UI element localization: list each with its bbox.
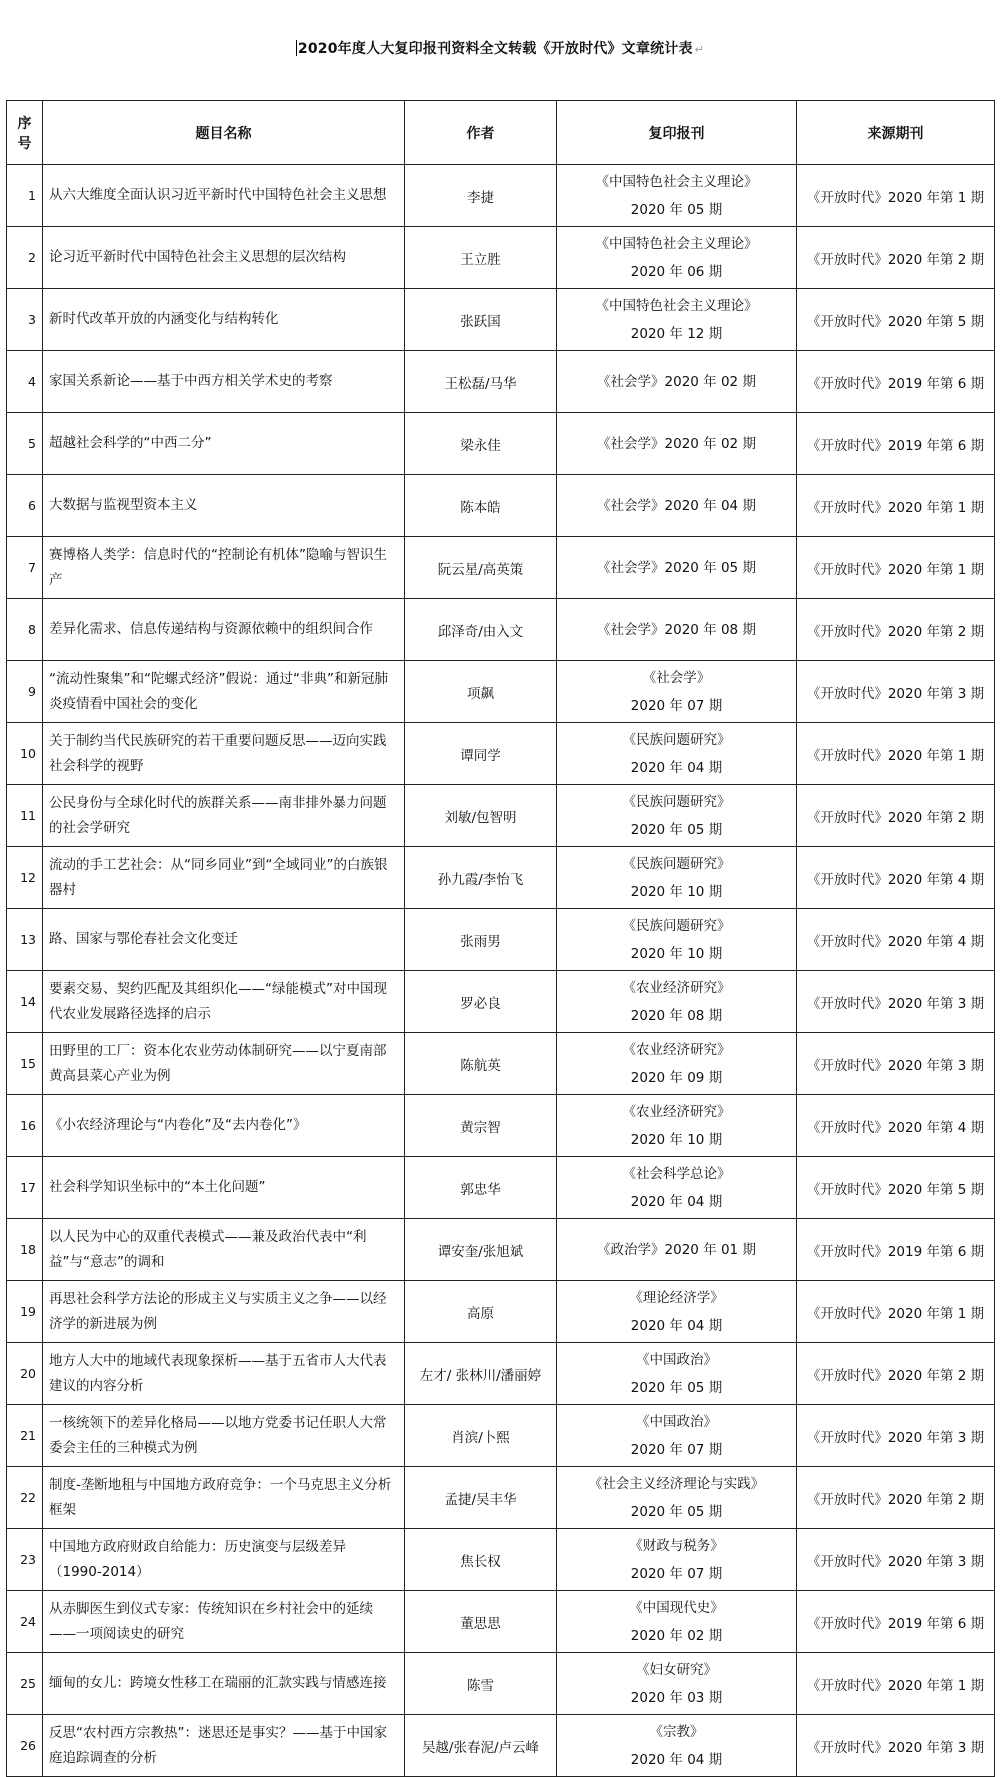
cell-source: 《开放时代》2020 年第 1 期 [797,475,995,537]
cell-author: 吴越/张春泥/卢云峰 [405,1715,557,1777]
cell-source: 《开放时代》2020 年第 1 期 [797,537,995,599]
cell-no: 11 [7,785,43,847]
reprint-line: 《社会主义经济理论与实践》 [588,1475,765,1492]
cell-reprint [557,1281,797,1343]
table-row [7,1715,995,1777]
header-reprint: 复印报刊 [557,101,797,165]
cell-title: 赛博格人类学：信息时代的“控制论有机体”隐喻与智识生产 [43,537,405,599]
cell-source: 《开放时代》2020 年第 2 期 [797,785,995,847]
reprint-line: 《社会学》2020 年 08 期 [597,621,756,638]
reprint-line: 2020 年 05 期 [630,201,723,218]
cell-no: 18 [7,1219,43,1281]
table-row [7,723,995,785]
table-row [7,537,995,599]
cell-source: 《开放时代》2020 年第 1 期 [797,1281,995,1343]
cell-reprint [557,165,797,227]
reprint-line: 2020 年 07 期 [630,1565,723,1582]
reprint-line: 《社会学》2020 年 04 期 [597,497,756,514]
cell-title: 反思“农村西方宗教热”：迷思还是事实？——基于中国家庭追踪调查的分析 [43,1715,405,1777]
cell-source: 《开放时代》2020 年第 3 期 [797,1715,995,1777]
cell-title: 路、国家与鄂伦春社会文化变迁 [43,909,405,971]
cell-title: 以人民为中心的双重代表模式——兼及政治代表中“利益”与“意志”的调和 [43,1219,405,1281]
table-row [7,1157,995,1219]
cell-source: 《开放时代》2020 年第 2 期 [797,1467,995,1529]
document-title-text: 2020年度人大复印报刊资料全文转载《开放时代》文章统计表 [297,41,693,57]
reprint-line: 《理论经济学》 [629,1289,724,1306]
reprint-line: 2020 年 04 期 [630,759,723,776]
cell-reprint [557,1095,797,1157]
cell-no: 6 [7,475,43,537]
table-row [7,971,995,1033]
cell-no: 16 [7,1095,43,1157]
cell-reprint [557,289,797,351]
cell-author: 罗必良 [405,971,557,1033]
reprint-line: 2020 年 07 期 [630,697,723,714]
cell-reprint [557,1529,797,1591]
header-row [7,101,995,165]
cell-reprint [557,661,797,723]
cell-source: 《开放时代》2020 年第 3 期 [797,1033,995,1095]
cell-no: 14 [7,971,43,1033]
reprint-line: 2020 年 10 期 [630,883,723,900]
reprint-line: 《社会学》2020 年 05 期 [597,559,756,576]
reprint-line: 《中国现代史》 [629,1599,724,1616]
reprint-line: 2020 年 09 期 [630,1069,723,1086]
cell-author: 梁永佳 [405,413,557,475]
cell-reprint [557,1591,797,1653]
reprint-line: 《宗教》 [649,1723,704,1740]
cell-source: 《开放时代》2019 年第 6 期 [797,413,995,475]
cell-reprint [557,227,797,289]
reprint-line: 2020 年 10 期 [630,1131,723,1148]
cell-author: 王松磊/马华 [405,351,557,413]
table-header [7,101,995,165]
cell-author: 陈本皓 [405,475,557,537]
cell-no: 20 [7,1343,43,1405]
cell-source: 《开放时代》2020 年第 4 期 [797,909,995,971]
cell-no: 21 [7,1405,43,1467]
reprint-line: 2020 年 08 期 [630,1007,723,1024]
cell-no: 9 [7,661,43,723]
cell-author: 张跃国 [405,289,557,351]
cell-no: 3 [7,289,43,351]
cell-source: 《开放时代》2020 年第 4 期 [797,847,995,909]
cell-reprint [557,1033,797,1095]
reprint-line: 2020 年 05 期 [630,1379,723,1396]
cell-source: 《开放时代》2020 年第 3 期 [797,661,995,723]
cell-no: 19 [7,1281,43,1343]
table-row [7,1281,995,1343]
cell-author: 高原 [405,1281,557,1343]
cell-no: 12 [7,847,43,909]
cell-title: 一核统领下的差异化格局——以地方党委书记任职人大常委会主任的三种模式为例 [43,1405,405,1467]
table-row [7,1405,995,1467]
cell-source: 《开放时代》2020 年第 2 期 [797,599,995,661]
cell-reprint [557,723,797,785]
header-author: 作者 [405,101,557,165]
cell-title: 田野里的工厂：资本化农业劳动体制研究——以宁夏南部黄高县菜心产业为例 [43,1033,405,1095]
table-row [7,599,995,661]
cell-title: 要素交易、契约匹配及其组织化——“绿能模式”对中国现代农业发展路径选择的启示 [43,971,405,1033]
reprint-line: 2020 年 10 期 [630,945,723,962]
cell-source: 《开放时代》2020 年第 5 期 [797,289,995,351]
reprint-line: 2020 年 07 期 [630,1441,723,1458]
cell-reprint [557,1405,797,1467]
reprint-line: 《社会科学总论》 [622,1165,731,1182]
table-row [7,1591,995,1653]
paragraph-mark-icon: ↵ [694,43,705,56]
reprint-line: 《民族问题研究》 [622,917,731,934]
header-source: 来源期刊 [797,101,995,165]
cell-title: 制度-垄断地租与中国地方政府竞争：一个马克思主义分析框架 [43,1467,405,1529]
table-row [7,351,995,413]
cell-reprint [557,1653,797,1715]
cell-title: 缅甸的女儿：跨境女性移工在瑞丽的汇款实践与情感连接 [43,1653,405,1715]
reprint-line: 《民族问题研究》 [622,793,731,810]
cell-title: 超越社会科学的“中西二分” [43,413,405,475]
reprint-line: 《妇女研究》 [636,1661,717,1678]
cell-title: 差异化需求、信息传递结构与资源依赖中的组织间合作 [43,599,405,661]
reprint-line: 《中国政治》 [636,1351,717,1368]
cell-source: 《开放时代》2020 年第 4 期 [797,1095,995,1157]
table-row [7,1033,995,1095]
reprint-line: 《社会学》2020 年 02 期 [597,435,756,452]
reprint-line: 《社会学》2020 年 02 期 [597,373,756,390]
reprint-line: 《农业经济研究》 [622,979,731,996]
cell-no: 23 [7,1529,43,1591]
cell-reprint [557,475,797,537]
header-title: 题目名称 [43,101,405,165]
cell-no: 7 [7,537,43,599]
reprint-line: 《农业经济研究》 [622,1041,731,1058]
table-row [7,847,995,909]
cell-no: 8 [7,599,43,661]
cell-title: 新时代改革开放的内涵变化与结构转化 [43,289,405,351]
cell-title: 论习近平新时代中国特色社会主义思想的层次结构 [43,227,405,289]
table-row [7,661,995,723]
reprint-line: 《民族问题研究》 [622,731,731,748]
cell-no: 10 [7,723,43,785]
cell-reprint [557,351,797,413]
cell-author: 焦长权 [405,1529,557,1591]
table-row [7,1219,995,1281]
reprint-line: 2020 年 05 期 [630,1503,723,1520]
reprint-line: 2020 年 02 期 [630,1627,723,1644]
cell-title: 中国地方政府财政自给能力：历史演变与层级差异（1990-2014） [43,1529,405,1591]
cell-source: 《开放时代》2020 年第 1 期 [797,1653,995,1715]
cell-source: 《开放时代》2020 年第 2 期 [797,1343,995,1405]
reprint-line: 2020 年 06 期 [630,263,723,280]
cell-author: 邱泽奇/由入文 [405,599,557,661]
cell-author: 谭同学 [405,723,557,785]
cell-author: 陈航英 [405,1033,557,1095]
cell-no: 17 [7,1157,43,1219]
cell-no: 15 [7,1033,43,1095]
table-body [7,165,995,1777]
table-row [7,413,995,475]
reprint-line: 2020 年 04 期 [630,1193,723,1210]
table-row [7,1529,995,1591]
cell-no: 2 [7,227,43,289]
table-row [7,785,995,847]
cell-author: 郭忠华 [405,1157,557,1219]
cell-author: 陈雪 [405,1653,557,1715]
table-row [7,909,995,971]
cell-reprint [557,1157,797,1219]
cell-author: 阮云星/高英策 [405,537,557,599]
table-row [7,475,995,537]
cell-title: 公民身份与全球化时代的族群关系——南非排外暴力问题的社会学研究 [43,785,405,847]
cell-reprint [557,971,797,1033]
cell-no: 22 [7,1467,43,1529]
cell-title: 从赤脚医生到仪式专家：传统知识在乡村社会中的延续——一项阅读史的研究 [43,1591,405,1653]
cell-title: 从六大维度全面认识习近平新时代中国特色社会主义思想 [43,165,405,227]
cell-source: 《开放时代》2020 年第 1 期 [797,165,995,227]
cell-reprint [557,909,797,971]
reprint-line: 《中国特色社会主义理论》 [595,297,758,314]
reprint-line: 《政治学》2020 年 01 期 [597,1241,756,1258]
cell-author: 董思思 [405,1591,557,1653]
cell-title: 流动的手工艺社会：从“同乡同业”到“全域同业”的白族银器村 [43,847,405,909]
cell-author: 肖滨/卜熙 [405,1405,557,1467]
cell-author: 李捷 [405,165,557,227]
cell-author: 刘敏/包智明 [405,785,557,847]
cell-no: 26 [7,1715,43,1777]
cell-reprint [557,1715,797,1777]
reprint-line: 2020 年 04 期 [630,1751,723,1768]
cell-author: 孙九霞/李怡飞 [405,847,557,909]
cell-source: 《开放时代》2020 年第 5 期 [797,1157,995,1219]
cell-source: 《开放时代》2020 年第 2 期 [797,227,995,289]
table-row [7,289,995,351]
cell-title: 家国关系新论——基于中西方相关学术史的考察 [43,351,405,413]
cell-title: 《小农经济理论与“内卷化”及“去内卷化”》 [43,1095,405,1157]
cell-author: 黄宗智 [405,1095,557,1157]
reprint-line: 2020 年 05 期 [630,821,723,838]
reprint-line: 2020 年 03 期 [630,1689,723,1706]
cell-reprint [557,599,797,661]
cell-source: 《开放时代》2019 年第 6 期 [797,1219,995,1281]
reprint-line: 2020 年 12 期 [630,325,723,342]
cell-no: 13 [7,909,43,971]
reprint-line: 《民族问题研究》 [622,855,731,872]
cell-title: “流动性聚集”和“陀螺式经济”假说：通过“非典”和新冠肺炎疫情看中国社会的变化 [43,661,405,723]
cell-source: 《开放时代》2020 年第 3 期 [797,1405,995,1467]
cell-reprint [557,413,797,475]
table-row [7,165,995,227]
cell-reprint [557,1219,797,1281]
cell-author: 张雨男 [405,909,557,971]
cell-reprint [557,1467,797,1529]
cell-source: 《开放时代》2020 年第 3 期 [797,1529,995,1591]
cell-reprint [557,847,797,909]
cell-no: 1 [7,165,43,227]
reprint-line: 《农业经济研究》 [622,1103,731,1120]
reprint-line: 《中国特色社会主义理论》 [595,173,758,190]
document-title [0,38,1000,58]
table-row [7,1653,995,1715]
table-row [7,1467,995,1529]
reprint-line: 《财政与税务》 [629,1537,724,1554]
cell-author: 王立胜 [405,227,557,289]
cell-reprint [557,785,797,847]
cell-title: 关于制约当代民族研究的若干重要问题反思——迈向实践社会科学的视野 [43,723,405,785]
reprint-line: 2020 年 04 期 [630,1317,723,1334]
cell-title: 社会科学知识坐标中的“本土化问题” [43,1157,405,1219]
cell-reprint [557,537,797,599]
cell-source: 《开放时代》2019 年第 6 期 [797,351,995,413]
cell-no: 4 [7,351,43,413]
text-cursor [296,40,297,56]
table-row [7,1095,995,1157]
cell-author: 项飙 [405,661,557,723]
cell-source: 《开放时代》2020 年第 3 期 [797,971,995,1033]
table-row [7,1343,995,1405]
cell-title: 再思社会科学方法论的形成主义与实质主义之争——以经济学的新进展为例 [43,1281,405,1343]
reprint-line: 《中国特色社会主义理论》 [595,235,758,252]
statistics-table [6,100,995,1777]
cell-no: 25 [7,1653,43,1715]
cell-source: 《开放时代》2020 年第 1 期 [797,723,995,785]
table-row [7,227,995,289]
cell-no: 5 [7,413,43,475]
cell-author: 谭安奎/张旭斌 [405,1219,557,1281]
cell-author: 左才/ 张林川/潘丽婷 [405,1343,557,1405]
cell-reprint [557,1343,797,1405]
cell-no: 24 [7,1591,43,1653]
header-no: 序号 [7,101,43,165]
cell-title: 大数据与监视型资本主义 [43,475,405,537]
cell-source: 《开放时代》2019 年第 6 期 [797,1591,995,1653]
reprint-line: 《中国政治》 [636,1413,717,1430]
cell-title: 地方人大中的地域代表现象探析——基于五省市人大代表建议的内容分析 [43,1343,405,1405]
reprint-line: 《社会学》 [642,669,711,686]
cell-author: 孟捷/吴丰华 [405,1467,557,1529]
